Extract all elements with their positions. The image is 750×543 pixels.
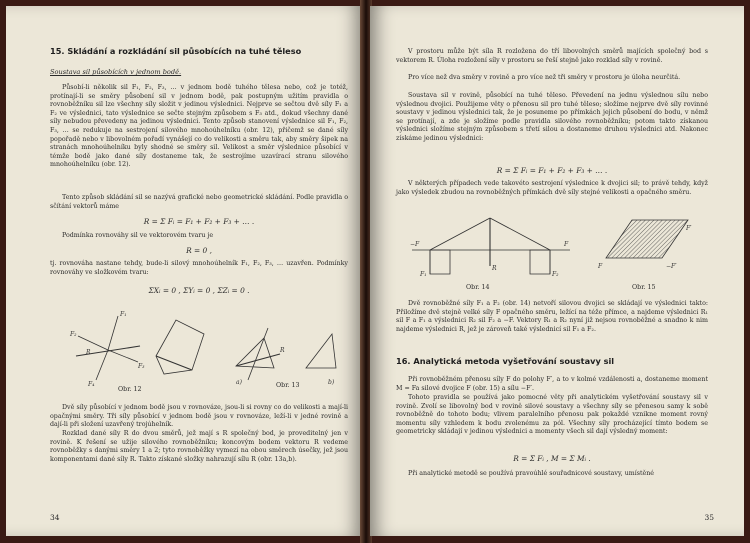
equation: R = Σ Fᵢ = F₁ + F₂ + F₃ + … . (143, 217, 255, 226)
svg-text:F₂: F₂ (70, 331, 77, 338)
section-heading-16: 16. Analytická metoda vyšetřování soustavy sil (396, 356, 615, 366)
svg-text:R: R (492, 265, 497, 272)
figure-15-diagram (596, 214, 696, 274)
equation: R = Σ Fᵢ = F₁ + F₂ + F₃ + … . (496, 166, 608, 175)
figure-13-diagram (228, 324, 348, 388)
svg-text:F: F (564, 241, 569, 248)
right-page (370, 6, 744, 536)
equation: R = 0 , (186, 246, 212, 255)
paragraph: Působí-li několik sil F₁, F₂, F₃, … v jednom bodě tuhého tělesa nebo, což je totéž, protínají-li se směry působení sil v jednom bodě, pak postupným užitím pravidla o rovnoběžníku sil lze všechny síly složit v jedinou výslednici. Nejprve se sečtou dvě síly F₁ a F₂ ve výslednici, tato výslednice se sečte stejným způsobem s F₃ atd., dokud všechny dané síly nebudou převedeny na jedinou výslednici. Tento způsob stanovení výslednice sil F₁, F₂, F₃, … se redukuje na sestrojení silového mnohoúhelníku (obr. 12), přičemž se dané síly popořadě nebo v libovolném pořadí vynášejí co do velikosti a směru tak, aby směry šipek na stranách mnohoúhelníku byly shodné se směry sil. Velikost a směr výslednice působící v témže bodě jako dané síly dostaneme tak, že sestrojíme uzavírací stranu silového mnohoúhelníku (obr. 12). (50, 84, 348, 169)
svg-text:F₄: F₄ (88, 381, 95, 388)
paragraph: V prostoru může být síla R rozložena do tří libovolných směrů majících společný bod s vektorem R. Úloha rozložení síly v prostoru se řeší stejně jako rozklad síly v rovině. (396, 48, 708, 64)
figure-13-caption: Obr. 13 (276, 382, 300, 389)
page-number: 34 (50, 513, 60, 522)
paragraph: tj. rovnováha nastane tehdy, bude-li silový mnohoúhelník F₁, F₂, F₃, … uzavřen. Podmínky rovnováhy ve složkovém tvaru: (50, 260, 348, 276)
page-number: 35 (704, 513, 714, 522)
svg-text:F: F (598, 263, 603, 270)
svg-text:b): b) (328, 379, 335, 386)
paragraph: Dvě síly působící v jednom bodě jsou v rovnováze, jsou-li si rovny co do velikosti a mají-li opačnými směry. Tři síly působící v jednom bodě jsou v rovnováze, leží-li v jedné rovině a dají-li při složení uzavřený trojúhelník. (50, 404, 348, 429)
svg-text:R: R (280, 347, 285, 354)
paragraph: Pro více než dva směry v rovině a pro více než tři směry v prostoru je úloha neurčitá. (408, 74, 681, 81)
figure-14-diagram (406, 212, 576, 278)
section-heading-15: 15. Skládání a rozkládání sil působících na tuhé těleso (50, 46, 302, 56)
figure-14-caption: Obr. 14 (466, 284, 490, 291)
svg-text:F′: F′ (686, 225, 692, 232)
paragraph: Tento způsob skládání sil se nazývá grafické nebo geometrické skládání. Podle pravidla o sčítání vektorů máme (50, 194, 348, 210)
svg-text:F₃: F₃ (138, 363, 145, 370)
subheading: Soustava sil působících v jednom bodě. (50, 68, 182, 76)
paragraph: Podmínka rovnováhy sil ve vektorovém tvaru je (62, 232, 214, 239)
figure-12-caption: Obr. 12 (118, 386, 142, 393)
equation: R = Σ Fᵢ , M = Σ Mᵢ . (513, 454, 591, 463)
paragraph: Při analytické metodě se používá pravoúhlé souřadnicové soustavy, umístěné (408, 470, 654, 477)
svg-text:F₂: F₂ (552, 271, 559, 278)
paragraph: Soustava sil v rovině, působící na tuhé těleso. Převedení na jednu výslednou sílu nebo výslednou dvojici. Použijeme věty o přenosu sil pro tuhé těleso; složíme nejprve dvě síly rovinné soustavy v jedinou výslednici tak, že je posuneme po přímkách jejich působení do bodu, v němž se protínají, a zde je složíme podle pravidla silového rovnoběžníku; potom takto získanou výslednici složíme stejným způsobem s třetí silou a dostaneme druhou výslednici atd. Nakonec získáme jedinou výslednici: (396, 92, 708, 142)
paragraph: Rozklad dané síly R do dvou směrů, jež mají s R společný bod, je proveditelný jen v rovině. K řešení se užije silového rovnoběžníku; koncovým bodem vektoru R vedeme rovnoběžky s danými směry 1 a 2; tyto rovnoběžky vymezí na obou směrech úsečky, jež jsou komponentami dané síly R. Takto získané složky nahrazují sílu R (obr. 13a,b). (50, 430, 348, 463)
equation: ΣXᵢ = 0 , ΣYᵢ = 0 , ΣZᵢ = 0 . (148, 286, 250, 295)
paragraph: V některých případech vede takovéto sestrojení výslednice k dvojici sil; to právě tehdy, když jako výsledek zbudou na rovnoběžných přímkách dvě síly stejné velikosti a opačného směru. (396, 180, 708, 196)
figure-12-diagram (68, 306, 218, 390)
svg-text:R: R (86, 349, 91, 356)
paragraph: Dvě rovnoběžné síly F₁ a F₂ (obr. 14) netvoří silovou dvojici se skládají ve výslednici takto: Přiložíme dvě stejně velké síly F opačného směru, ležící na téže přímce, a najdeme výslednici R₁ sil F a F₁ a výslednici R₂ sil F₂ a −F. Vektory R₁ a R₂ nyní již nejsou rovnoběžné a snadno k nim najdeme výslednici R, jež je zároveň také výslednicí sil F₁ a F₂. (396, 300, 708, 333)
svg-text:F₁: F₁ (420, 271, 427, 278)
left-page (6, 6, 362, 536)
paragraph: Při rovnoběžném přenosu síly F do polohy F′, a to v kolmé vzdálenosti a, dostaneme moment M = Fa silové dvojice F (obr. 15) a sílu −F′. (396, 376, 708, 392)
figure-15-caption: Obr. 15 (632, 284, 656, 291)
paragraph: Tohoto pravidla se používá jako pomocné věty při analytickém vyšetřování soustavy sil v rovině. Zvolí se libovolný bod v rovině silové soustavy a všechny síly se přenesou samy k sobě rovnoběžně do tohoto bodu; vlivem paralelního přenosu pak pokaždé vznikne moment rovný momentu síly vzhledem k bodu zvolenému za pól. Všechny síly procházející tímto bodem se geometricky skládají v jedinou výslednici a momenty všech sil dají výsledný moment: (396, 394, 708, 436)
svg-text:F₁: F₁ (120, 311, 127, 318)
svg-text:−F: −F (410, 241, 420, 248)
svg-text:a): a) (236, 379, 242, 386)
svg-text:−F′: −F′ (666, 263, 677, 270)
